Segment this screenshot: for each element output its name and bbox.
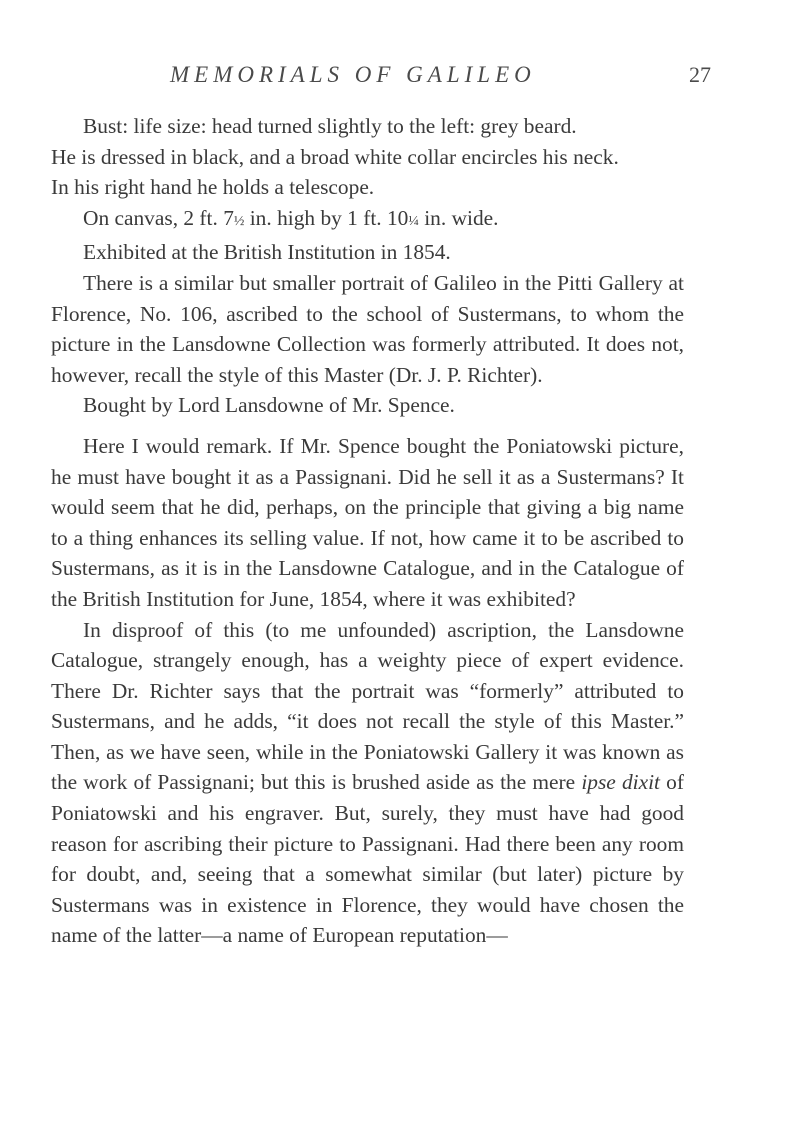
description-line-3: In his right hand he holds a telescope. — [51, 175, 375, 200]
dimensions-text-b: in. high by 1 ft. 10 — [244, 205, 409, 230]
exhibited-line: Exhibited at the British Institution in 1854. — [83, 240, 451, 265]
fraction-quarter: ¼ — [408, 213, 419, 229]
paragraph-disproof-part-1: In disproof of this (to me unfounded) ascription, the Lansdowne Catalogue, strangely enough, has a weighty piece of expert evidence. There Dr. Richter says that the portrait was “formerly” attributed to Sustermans, and he adds, “it does not recall the style of this Master.” Then, as we have seen, while in the Poniatowski Gallery it was known as the work of Passignani; but this is brushed aside as the mere — [51, 617, 684, 795]
fraction-half: ½ — [233, 213, 245, 229]
dimensions-text-a: On canvas, 2 ft. 7 — [83, 205, 234, 230]
description-line-2: He is dressed in black, and a broad white collar encircles his neck. — [51, 144, 619, 169]
similar-portrait-note: There is a similar but smaller portrait of Galileo in the Pitti Gallery at Florence, No. 106, ascribed to the school of Sustermans, to whom the picture in the Lansdowne Collection was formerly attributed. It does not, however, recall the style of this Master (Dr. J. P. Richter). — [51, 270, 684, 387]
running-title: MEMORIALS OF GALILEO — [170, 62, 536, 87]
page-number: 27 — [689, 62, 711, 87]
provenance-line: Bought by Lord Lansdowne of Mr. Spence. — [83, 393, 455, 418]
description-line-1: Bust: life size: head turned slightly to the left: grey beard. — [83, 114, 577, 138]
paragraph-remark: Here I would remark. If Mr. Spence bought the Poniatowski picture, he must have bought it as a Passignani. Did he sell it as a Sustermans? It would seem that he did, perhaps, on the principle that giving a big name to a thing enhances its selling value. If not, how came it to be ascribed to Sustermans, as it is in the Lansdowne Catalogue, and in the Catalogue of the British Institution for June, 1854, where it was exhibited? — [51, 433, 684, 611]
dimensions-line — [51, 203, 684, 238]
paragraph-disproof-part-2: of Poniatowski and his engraver. But, surely, they must have had good reason for ascribing their picture to Passignani. Had there been any room for doubt, and, seeing that a somewhat similar (but later) picture by Sustermans was in existence in Florence, they would have chosen the name of the latter—a name of European reputation— — [51, 770, 684, 948]
ipse-dixit-phrase: ipse dixit — [581, 770, 660, 795]
dimensions-text-c: in. wide. — [418, 205, 499, 230]
paragraph-disproof — [51, 615, 684, 952]
body-text — [51, 111, 684, 951]
